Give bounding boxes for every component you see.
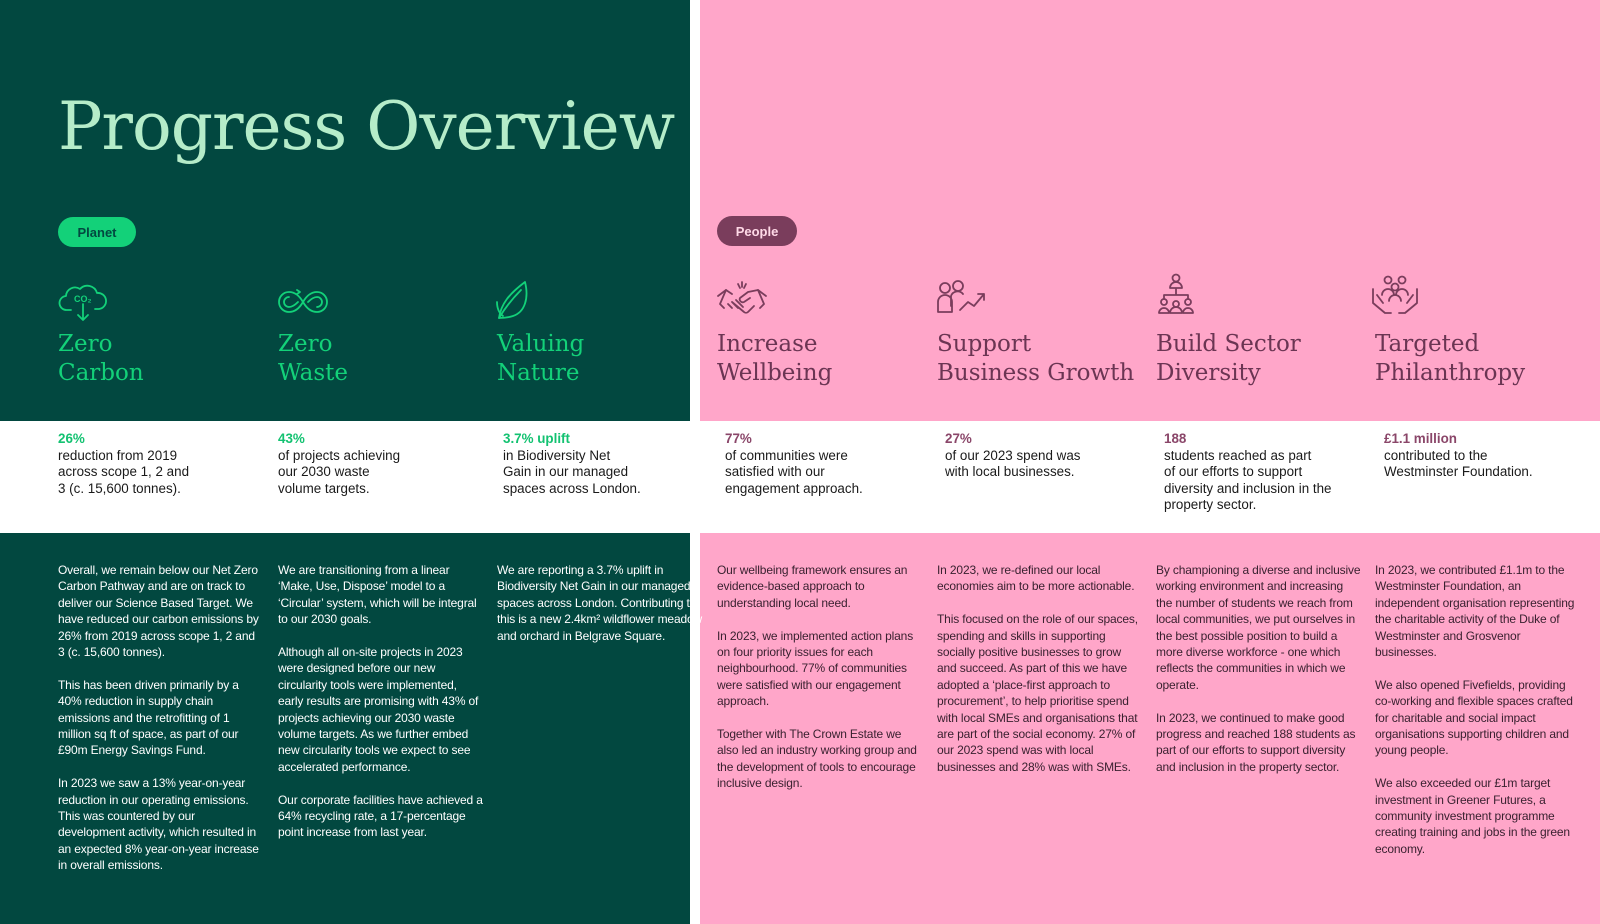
svg-text:CO₂: CO₂ — [74, 294, 92, 304]
heading-build-sector-diversity: Build Sector Diversity — [1156, 331, 1301, 386]
org-chart-icon — [1150, 273, 1202, 317]
body-zero-carbon: Overall, we remain below our Net Zero Carbon Pathway and are on track to deliver our Science Based Target. We have reduced our carbon emissions by 26% from 2019 across scope 1, 2 and 3 (c. 15,600 tonnes). This has been driven primarily by a 40% reduction in supply chain emissions and the retrofitting of 1 million sq ft of space, as part of our £90m Energy Savings Fund. In 2023 we saw a 13% year-on-year reduction in our operating emissions. This was countered by our development activity, which resulted in an expected 8% year-on-year increase in overall emissions. — [58, 563, 259, 873]
stat-increase-wellbeing — [725, 431, 950, 497]
stat-zero-carbon — [58, 431, 283, 497]
stat-text: students reached as part of our efforts to support diversity and inclusion in the property sector. — [1164, 447, 1332, 512]
co2-cloud-icon — [57, 280, 109, 324]
body-increase-wellbeing: Our wellbeing framework ensures an evidence-based approach to understanding local need. In 2023, we implemented action plans on four priority issues for each neighbourhood. 77% of communities were satisfied with our engagement approach. Together with The Crown Estate we also led an industry working group and the development of tools to encourage inclusive design. — [717, 563, 917, 791]
stat-targeted-philanthropy — [1384, 431, 1600, 481]
handshake-icon — [716, 276, 768, 320]
stat-value: £1.1 million — [1384, 431, 1457, 446]
stat-build-sector-diversity — [1164, 431, 1389, 514]
leaf-icon — [493, 278, 545, 322]
body-support-business-growth: In 2023, we re-defined our local economies aim to be more actionable. This focused on the role of our spaces, spending and skills in supporting socially positive businesses to grow and succeed. As part of this we have adopted a ‘place-first approach to procurement’, to help prioritise spend with local SMEs and organisations that are part of the social economy. 27% of our 2023 spend was with local businesses and 28% was with SMEs. — [937, 563, 1138, 774]
stat-text: of our 2023 spend was with local businesses. — [945, 447, 1081, 479]
body-valuing-nature: We are reporting a 3.7% uplift in Biodiversity Net Gain in our managed spaces across London. Contributing to this is a new 2.4km² wildflower meadow and orchard in Belgrave Square. — [497, 563, 703, 643]
stat-value: 188 — [1164, 431, 1187, 446]
stat-valuing-nature — [503, 431, 728, 497]
stat-text: in Biodiversity Net Gain in our managed spaces across London. — [503, 447, 641, 496]
heading-valuing-nature: Valuing Nature — [497, 331, 585, 386]
stat-text: reduction from 2019 across scope 1, 2 and 3 (c. 15,600 tonnes). — [58, 447, 190, 496]
stat-value: 3.7% uplift — [503, 431, 570, 446]
people-growth-icon — [936, 276, 988, 320]
hands-people-icon — [1369, 273, 1421, 317]
body-targeted-philanthropy: In 2023, we contributed £1.1m to the Westminster Foundation, an independent organisation representing the charitable activity of the Duke of Westminster and Grosvenor businesses. We also opened Fivefields, providing co-working and flexible spaces crafted for charitable and social impact organisations supporting children and young people. We also exceeded our £1m target investment in Greener Futures, a community investment programme creating training and jobs in the green economy. — [1375, 563, 1575, 856]
stat-value: 43% — [278, 431, 305, 446]
heading-support-business-growth: Support Business Growth — [937, 331, 1135, 386]
stat-zero-waste — [278, 431, 503, 497]
infinity-loop-icon — [277, 280, 329, 324]
stat-text: of projects achieving our 2030 waste volume targets. — [278, 447, 401, 496]
stat-support-business-growth — [945, 431, 1170, 481]
stat-text: of communities were satisfied with our engagement approach. — [725, 447, 863, 496]
body-build-sector-diversity: By championing a diverse and inclusive working environment and increasing the number of students we reach from local communities, we put ourselves in the best possible position to build a more diverse workforce - one which reflects the communities in which we operate. In 2023, we continued to make good progress and reached 188 students as part of our efforts to support diversity and inclusion in the property sector. — [1156, 563, 1361, 774]
heading-zero-waste: Zero Waste — [278, 331, 349, 386]
people-tag: People — [717, 216, 797, 246]
page-title: Progress Overview — [58, 88, 675, 165]
stat-value: 77% — [725, 431, 752, 446]
stat-value: 26% — [58, 431, 85, 446]
planet-tag: Planet — [58, 217, 136, 247]
stat-value: 27% — [945, 431, 972, 446]
heading-increase-wellbeing: Increase Wellbeing — [717, 331, 833, 386]
heading-zero-carbon: Zero Carbon — [58, 331, 144, 386]
body-zero-waste: We are transitioning from a linear ‘Make, Use, Dispose’ model to a ‘Circular’ system, which will be integral to our 2030 goals. Although all on-site projects in 2023 were designed before our new circularity tools were implemented, early results are promising with 43% of projects achieving our 2030 waste volume targets. As we further embed new circularity tools we expect to see accelerated performance. Our corporate facilities have achieved a 64% recycling rate, a 17-percentage point increase from last year. — [278, 563, 483, 840]
stat-text: contributed to the Westminster Foundation. — [1384, 447, 1533, 479]
heading-targeted-philanthropy: Targeted Philanthropy — [1375, 331, 1526, 386]
